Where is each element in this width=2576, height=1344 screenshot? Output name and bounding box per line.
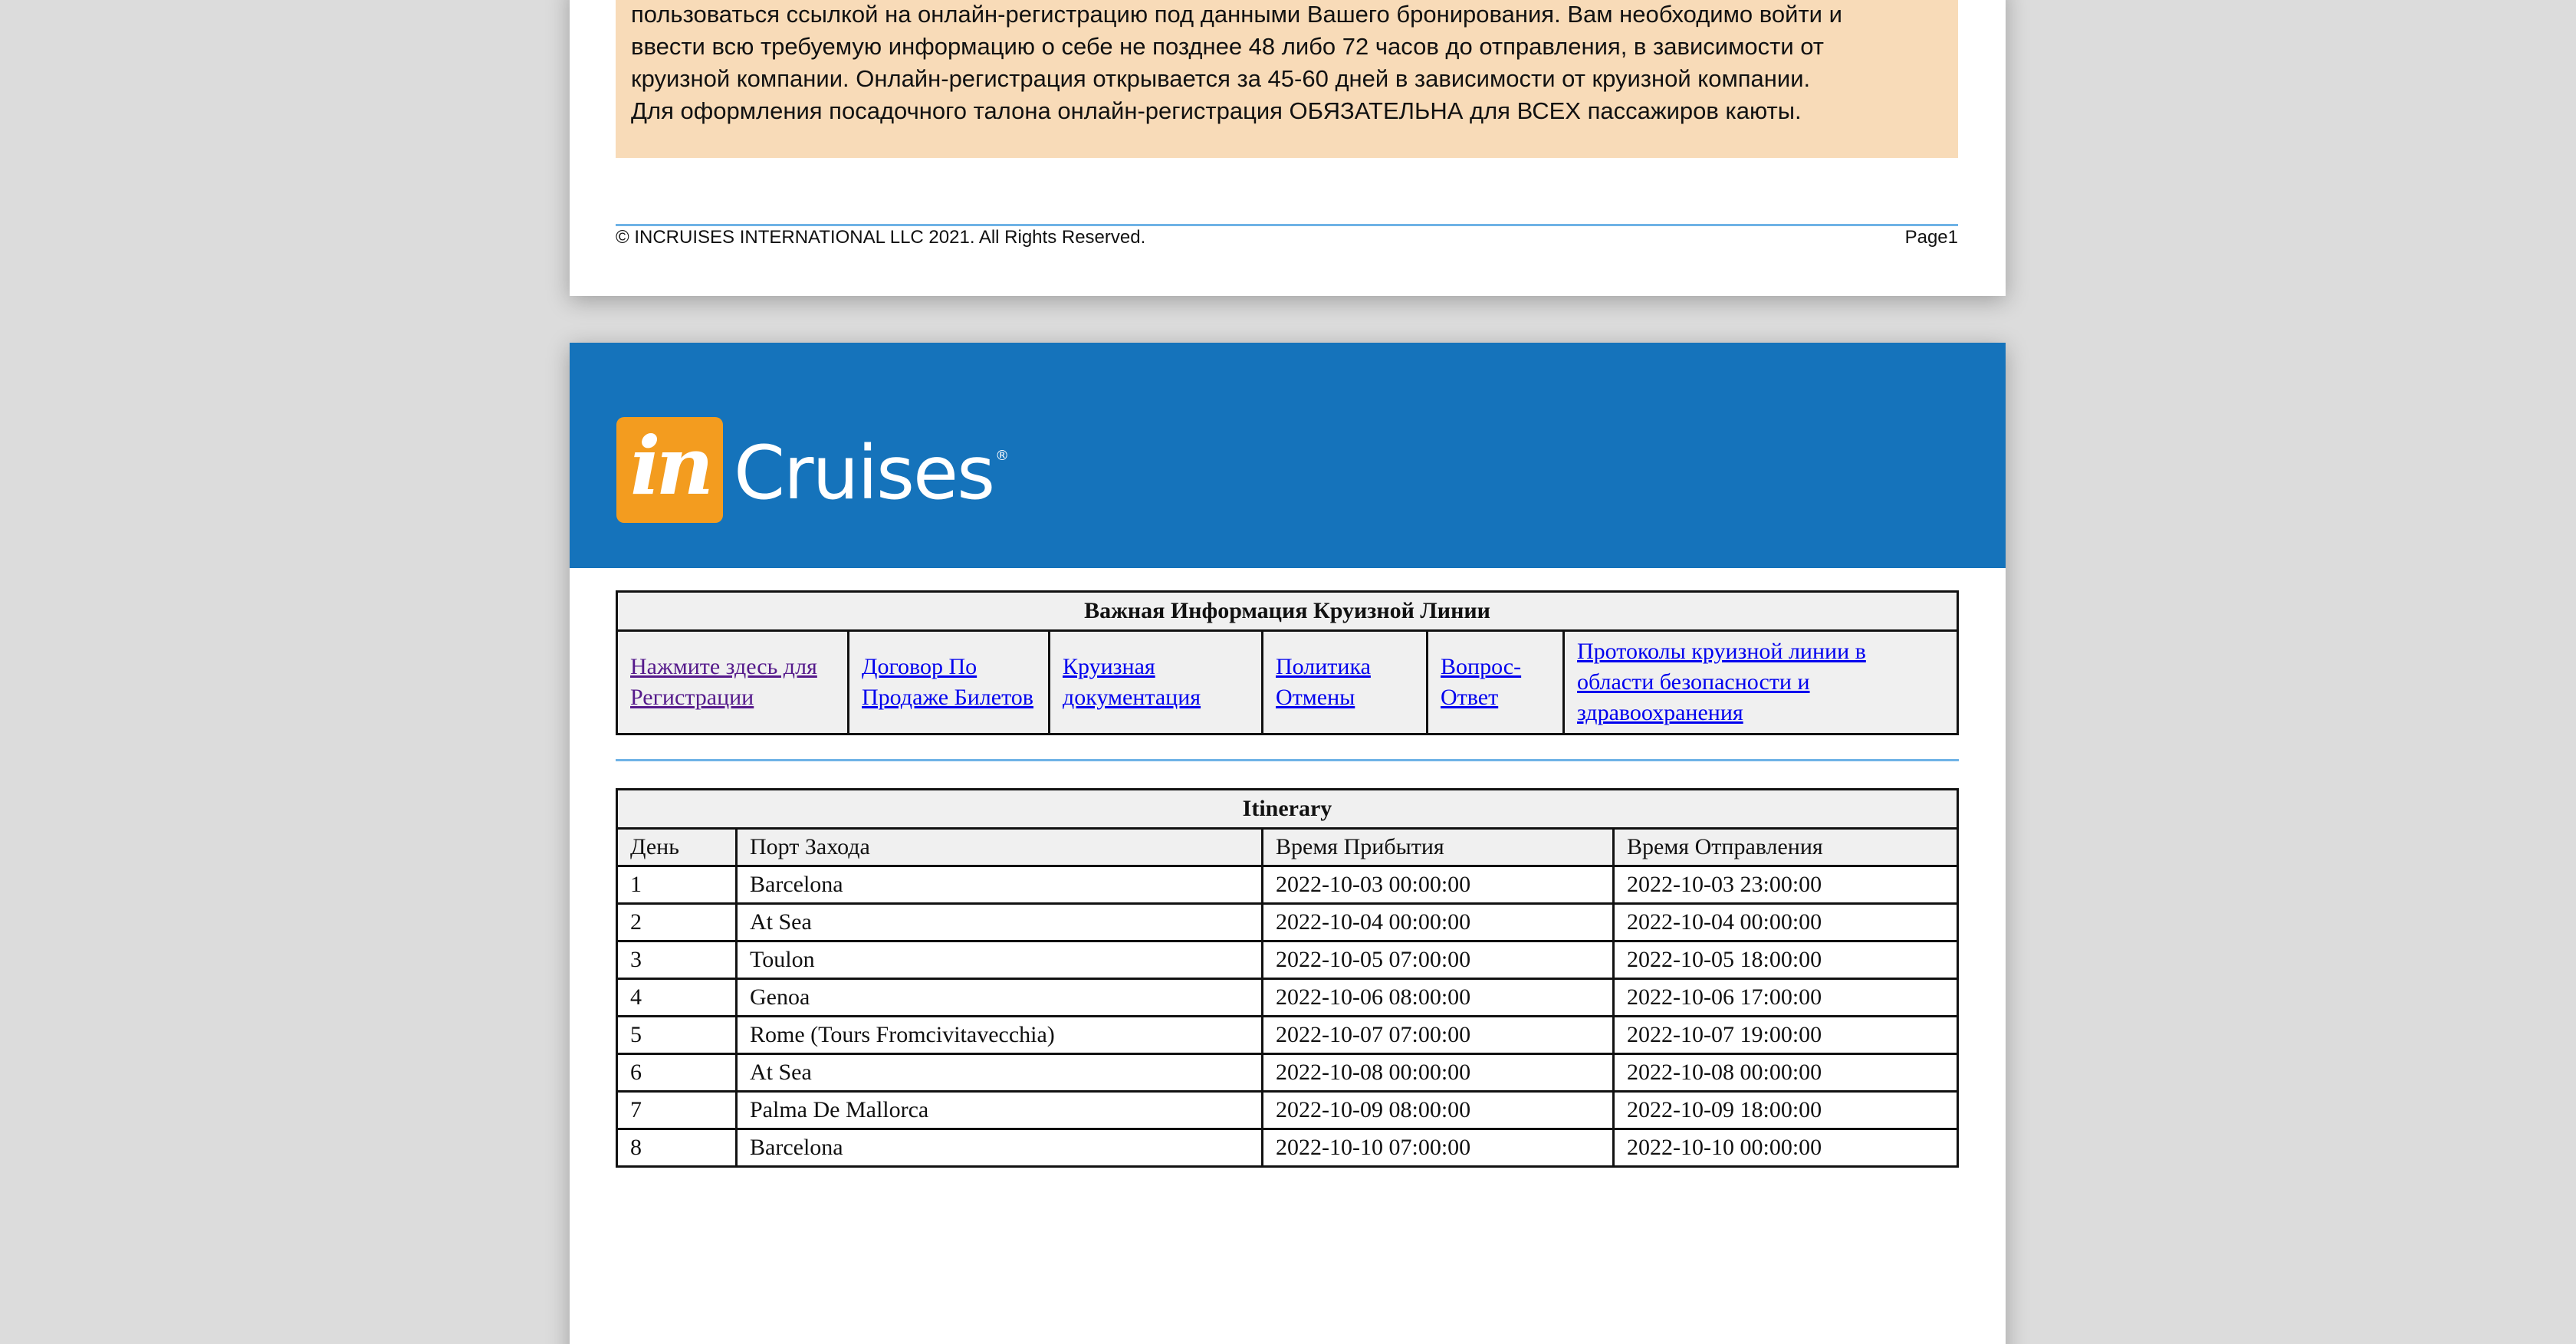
ticket-contract-link[interactable]: Договор По Продаже Билетов [862, 654, 1033, 710]
cell-port: Barcelona [737, 1129, 1263, 1167]
health-safety-protocols-link[interactable]: Протоколы круизной линии в области безопасности и здравоохранения [1577, 639, 1866, 725]
footer-divider [616, 224, 1958, 226]
itinerary-table [616, 788, 1959, 1168]
cell-departure: 2022-10-03 23:00:00 [1614, 866, 1958, 904]
incruises-logo [616, 417, 1009, 523]
itinerary-title: Itinerary [617, 790, 1958, 829]
registered-mark: ® [995, 448, 1010, 464]
table-row [617, 1092, 1958, 1129]
cell-day: 1 [617, 866, 737, 904]
notice-line: Для оформления посадочного талона онлайн-регистрация ОБЯЗАТЕЛЬНА для ВСЕХ пассажиров каюты. [631, 97, 1802, 124]
info-cell [1263, 631, 1428, 734]
cell-day: 4 [617, 979, 737, 1017]
cell-day: 8 [617, 1129, 737, 1167]
cell-departure: 2022-10-10 00:00:00 [1614, 1129, 1958, 1167]
cell-departure: 2022-10-05 18:00:00 [1614, 941, 1958, 979]
notice-line: ввести всю требуемую информацию о себе не позднее 48 либо 72 часов до отправления, в зависимости от [631, 33, 1825, 60]
cruise-line-info-table [616, 590, 1959, 735]
info-cell [1564, 631, 1958, 734]
document-page-1 [570, 0, 2006, 296]
footer-page-number: Page1 [1904, 227, 1958, 248]
cell-port: Genoa [737, 979, 1263, 1017]
cell-port: Barcelona [737, 866, 1263, 904]
cell-departure: 2022-10-04 00:00:00 [1614, 904, 1958, 941]
cell-arrival: 2022-10-04 00:00:00 [1263, 904, 1614, 941]
online-checkin-notice [616, 0, 1958, 158]
cell-day: 5 [617, 1017, 737, 1054]
info-table-title: Важная Информация Круизной Линии [617, 592, 1958, 631]
cell-arrival: 2022-10-10 07:00:00 [1263, 1129, 1614, 1167]
document-page-2 [570, 343, 2006, 1344]
cell-port: Palma De Mallorca [737, 1092, 1263, 1129]
footer-copyright: © INCRUISES INTERNATIONAL LLC 2021. All Rights Reserved. [616, 227, 1146, 248]
table-row [617, 979, 1958, 1017]
header-departure: Время Отправления [1614, 829, 1958, 866]
table-row [617, 1017, 1958, 1054]
cell-port: At Sea [737, 904, 1263, 941]
cruise-documents-link[interactable]: Круизная документация [1063, 654, 1201, 710]
cancellation-policy-link[interactable]: Политика Отмены [1276, 654, 1371, 710]
header-day: День [617, 829, 737, 866]
cell-departure: 2022-10-09 18:00:00 [1614, 1092, 1958, 1129]
cell-arrival: 2022-10-07 07:00:00 [1263, 1017, 1614, 1054]
cell-departure: 2022-10-08 00:00:00 [1614, 1054, 1958, 1092]
table-row [617, 866, 1958, 904]
cell-arrival: 2022-10-06 08:00:00 [1263, 979, 1614, 1017]
header-port: Порт Захода [737, 829, 1263, 866]
cell-arrival: 2022-10-09 08:00:00 [1263, 1092, 1614, 1129]
cell-port: Rome (Tours Fromcivitavecchia) [737, 1017, 1263, 1054]
table-row [617, 941, 1958, 979]
info-cell [617, 631, 849, 734]
info-cell [849, 631, 1050, 734]
cell-arrival: 2022-10-08 00:00:00 [1263, 1054, 1614, 1092]
header-arrival: Время Прибытия [1263, 829, 1614, 866]
registration-link[interactable]: Нажмите здесь для Регистрации [630, 654, 817, 710]
itinerary-header-row [617, 829, 1958, 866]
cell-port: Toulon [737, 941, 1263, 979]
cell-departure: 2022-10-06 17:00:00 [1614, 979, 1958, 1017]
cell-day: 2 [617, 904, 737, 941]
cell-day: 6 [617, 1054, 737, 1092]
cell-arrival: 2022-10-05 07:00:00 [1263, 941, 1614, 979]
cell-arrival: 2022-10-03 00:00:00 [1263, 866, 1614, 904]
logo-badge: in [616, 417, 723, 523]
notice-line: круизной компании. Онлайн-регистрация открывается за 45-60 дней в зависимости от круизной компании. [631, 65, 1811, 92]
section-divider [616, 759, 1959, 761]
info-cell [1428, 631, 1564, 734]
table-row [617, 904, 1958, 941]
cell-day: 7 [617, 1092, 737, 1129]
cell-port: At Sea [737, 1054, 1263, 1092]
cell-departure: 2022-10-07 19:00:00 [1614, 1017, 1958, 1054]
cell-day: 3 [617, 941, 737, 979]
table-row [617, 1054, 1958, 1092]
notice-line: пользоваться ссылкой на онлайн-регистрацию под данными Вашего бронирования. Вам необходимо войти и [631, 1, 1842, 28]
table-row [617, 1129, 1958, 1167]
logo-wordmark: Cruises [734, 430, 994, 516]
info-cell [1050, 631, 1263, 734]
brand-header-bar [570, 343, 2006, 568]
faq-link[interactable]: Вопрос-Ответ [1441, 654, 1522, 710]
